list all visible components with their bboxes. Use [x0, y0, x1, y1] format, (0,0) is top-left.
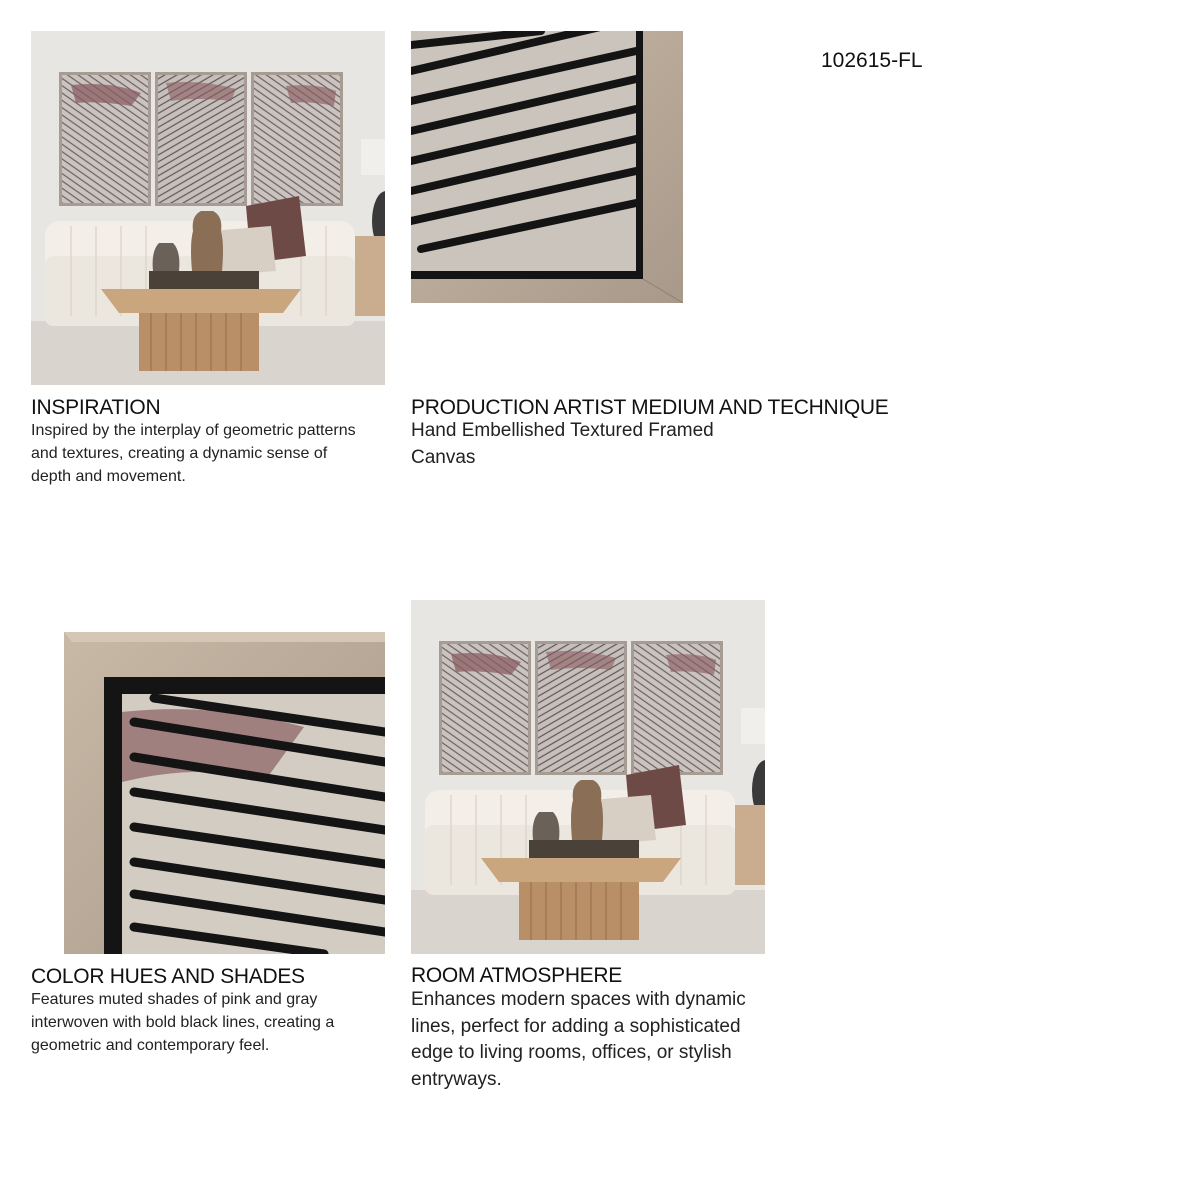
room-heading: ROOM ATMOSPHERE [411, 964, 622, 987]
room-text: Enhances modern spaces with dynamic lines, perfect for adding a sophisticated edge to living rooms, offices, or stylish entryways. [411, 989, 746, 1090]
frame-corner-closeup-photo [64, 632, 385, 954]
room-scene-photo [31, 31, 385, 385]
frame-corner-photo [411, 31, 683, 303]
product-code: 102615-FL [821, 49, 923, 72]
room-scene-photo [411, 600, 765, 954]
production-heading: PRODUCTION ARTIST MEDIUM AND TECHNIQUE [411, 396, 889, 419]
production-text: Hand Embellished Textured Framed Canvas [411, 420, 714, 468]
inspiration-heading: INSPIRATION [31, 396, 161, 419]
color-text: Features muted shades of pink and gray interwoven with bold black lines, creating a geometric and contemporary feel. [31, 991, 335, 1054]
color-heading: COLOR HUES AND SHADES [31, 965, 305, 988]
inspiration-text: Inspired by the interplay of geometric patterns and textures, creating a dynamic sense of depth and movement. [31, 422, 356, 485]
